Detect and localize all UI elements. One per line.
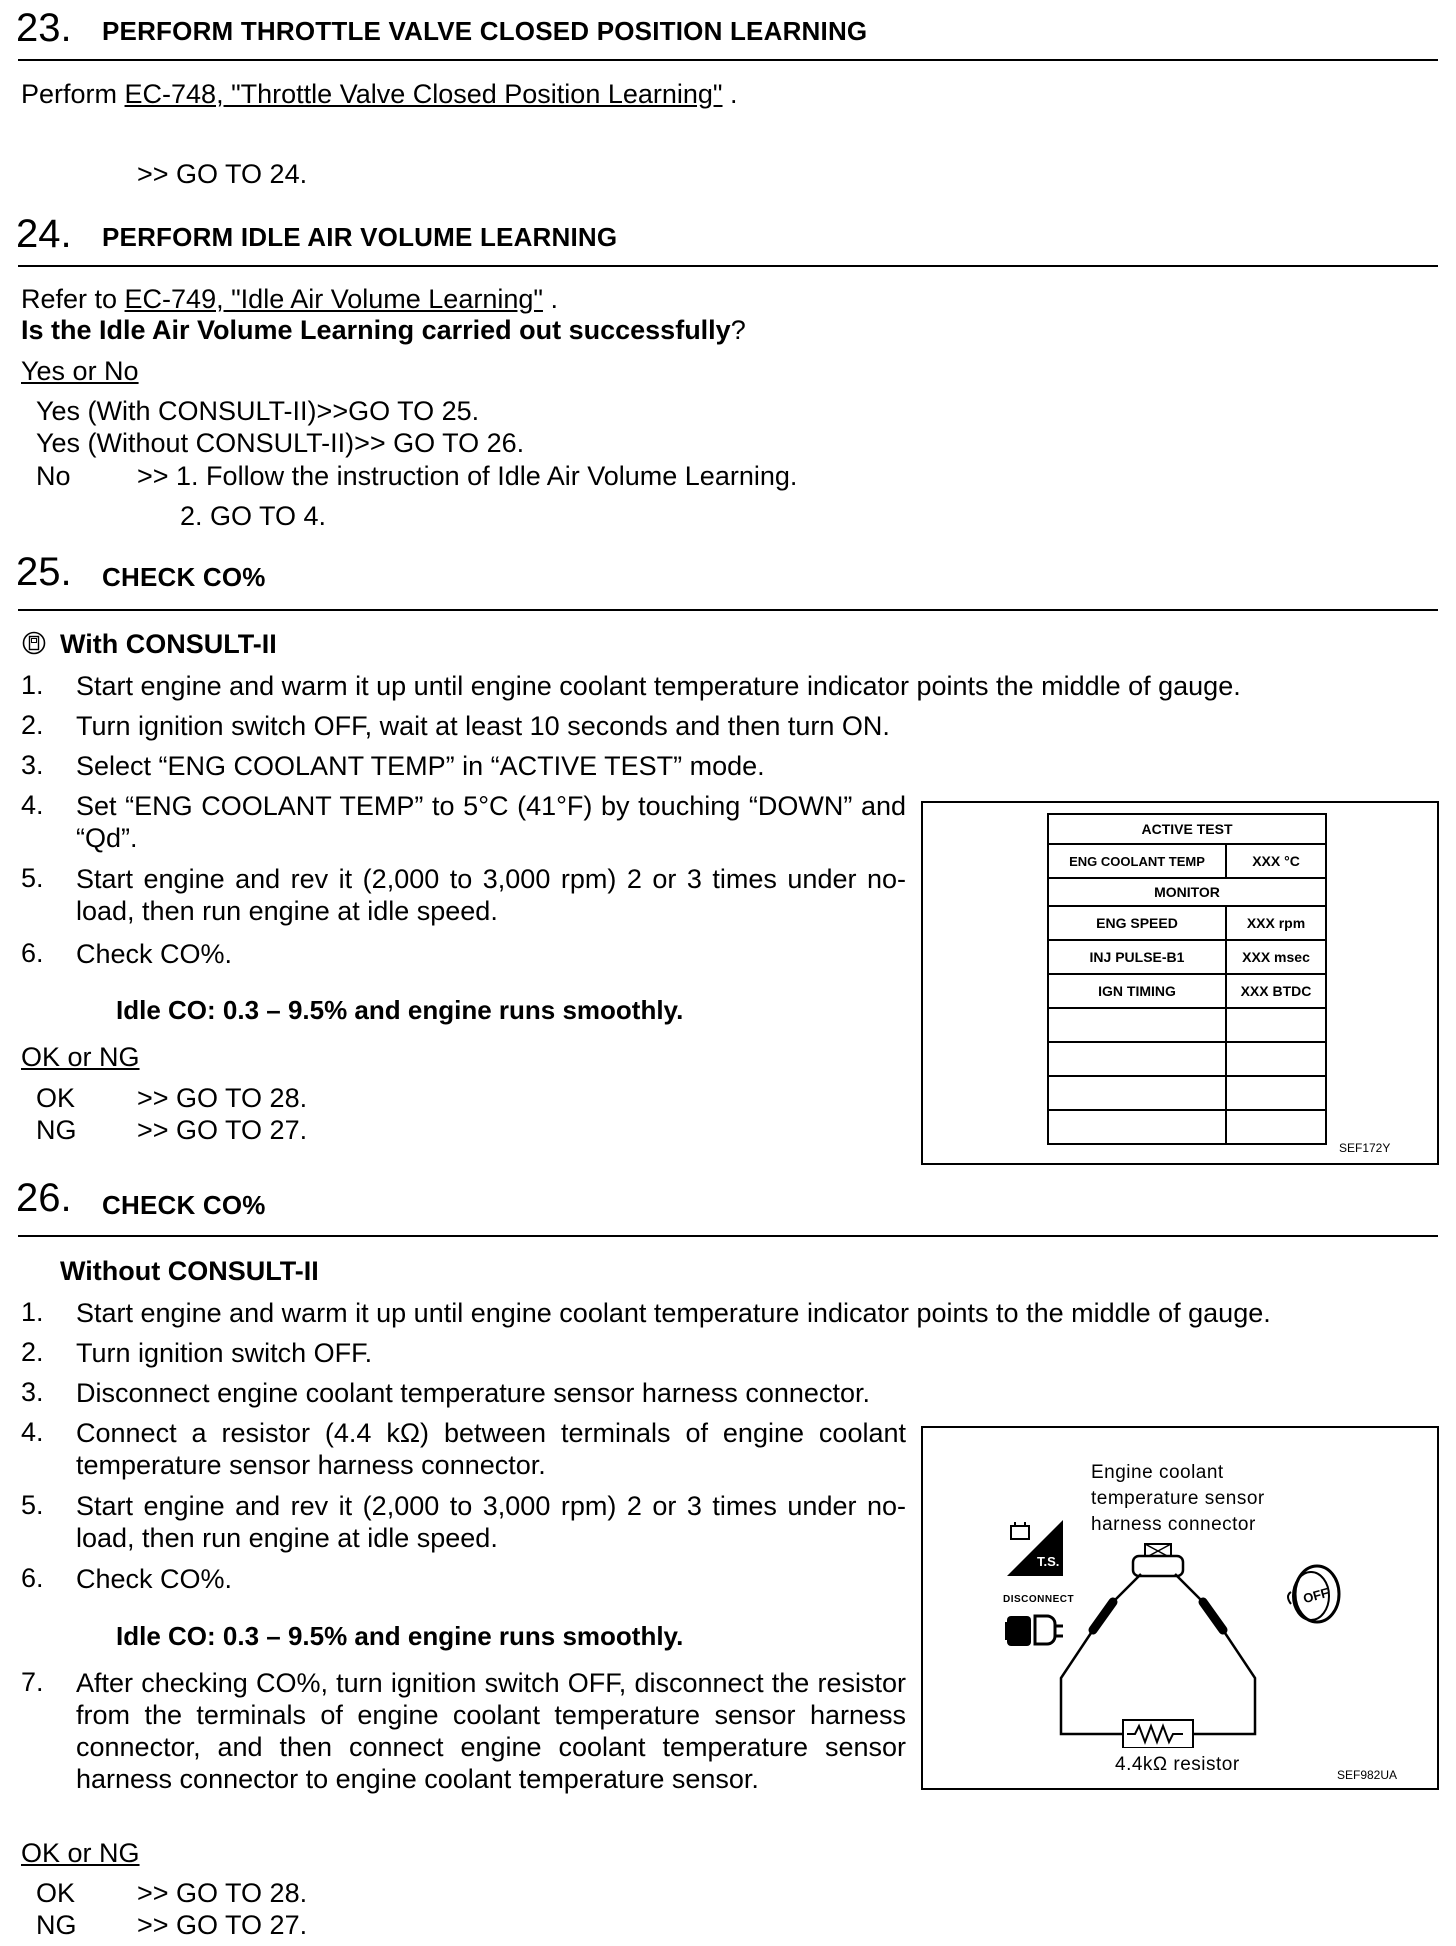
- step-number: 6.: [21, 938, 44, 968]
- empty-cell: [1048, 1042, 1226, 1076]
- monitor-value: XXX msec: [1226, 940, 1326, 974]
- monitor-value: XXX BTDC: [1226, 974, 1326, 1008]
- empty-cell: [1226, 1110, 1326, 1144]
- yes-without-consult: Yes (Without CONSULT-II)>> GO TO 26.: [36, 428, 525, 458]
- wiring-diagram: [1053, 1538, 1303, 1748]
- lead-wire-left: [1113, 1574, 1141, 1602]
- divider: [18, 1235, 1438, 1237]
- step-text: Start engine and warm it up until engine coolant temperature indicator points the middle of gauge.: [76, 671, 1241, 701]
- step-text: Turn ignition switch OFF.: [76, 1338, 373, 1368]
- figure-ref: SEF982UA: [1337, 1768, 1398, 1782]
- step-number: 6.: [21, 1563, 44, 1593]
- empty-cell: [1048, 1008, 1226, 1042]
- step-number: 3.: [21, 1377, 44, 1407]
- step-text: Start engine and rev it (2,000 to 3,000 rpm) 2 or 3 times under no-load, then run engine at idle speed.: [76, 864, 906, 926]
- ng-goto: >> GO TO 27.: [137, 1115, 308, 1145]
- step-text: Check CO%.: [76, 939, 233, 969]
- step-number: 2.: [21, 710, 44, 740]
- step-26-number: 26.: [16, 1176, 72, 1220]
- active-test-table: [1047, 813, 1327, 1145]
- step-text: Connect a resistor (4.4 kΩ) between terminals of engine coolant temperature sensor harness connector.: [76, 1418, 906, 1480]
- step-26-title: CHECK CO%: [102, 1190, 266, 1220]
- step-25-number: 25.: [16, 550, 72, 594]
- lead-wire-right: [1175, 1574, 1203, 1602]
- ok-goto: >> GO TO 28.: [137, 1083, 308, 1113]
- divider: [18, 609, 1438, 611]
- perform-prefix: Perform: [21, 79, 125, 109]
- step-text: Select “ENG COOLANT TEMP” in “ACTIVE TEST” mode.: [76, 751, 765, 781]
- figure-ref: SEF172Y: [1339, 1141, 1391, 1155]
- off-label: OFF: [1301, 1584, 1331, 1607]
- no-step-1: >> 1. Follow the instruction of Idle Air Volume Learning.: [137, 461, 798, 491]
- resistor-label: 4.4kΩ resistor: [1115, 1754, 1240, 1775]
- step-number: 1.: [21, 670, 44, 700]
- step-text: Disconnect engine coolant temperature sensor harness connector.: [76, 1378, 870, 1408]
- no-step-2: 2. GO TO 4.: [180, 501, 327, 531]
- step-24-title: PERFORM IDLE AIR VOLUME LEARNING: [102, 222, 618, 252]
- ok-goto: >> GO TO 28.: [137, 1878, 308, 1908]
- step-number: 1.: [21, 1297, 44, 1327]
- yes-with-consult: Yes (With CONSULT-II)>>GO TO 25.: [36, 396, 480, 426]
- refer-suffix: .: [542, 284, 558, 314]
- empty-cell: [1048, 1110, 1226, 1144]
- step-text: Start engine and warm it up until engine coolant temperature indicator points to the middle of gauge.: [76, 1298, 1271, 1328]
- ts-label: T.S.: [1037, 1554, 1060, 1569]
- step-number: 3.: [21, 750, 44, 780]
- idle-co-spec: Idle CO: 0.3 – 9.5% and engine runs smoothly.: [116, 995, 684, 1025]
- active-test-figure: [921, 801, 1439, 1165]
- step-text: Check CO%.: [76, 1564, 233, 1594]
- step-23-number: 23.: [16, 6, 72, 50]
- perform-suffix: .: [722, 79, 738, 109]
- step-text: Set “ENG COOLANT TEMP” to 5°C (41°F) by touching “DOWN” and “Qd”.: [76, 791, 906, 853]
- active-test-header: ACTIVE TEST: [1048, 814, 1326, 844]
- link-ec-749[interactable]: EC-749, "Idle Air Volume Learning": [124, 284, 543, 314]
- connector-label-line2: temperature sensor: [1091, 1488, 1265, 1509]
- resistor-diagram-figure: [921, 1426, 1439, 1790]
- step-23-title: PERFORM THROTTLE VALVE CLOSED POSITION LEARNING: [102, 16, 868, 46]
- step-24-question: [21, 314, 746, 346]
- ok-label: OK: [36, 1878, 76, 1908]
- empty-cell: [1226, 1076, 1326, 1110]
- step-25-title: CHECK CO%: [102, 562, 266, 592]
- eng-coolant-temp-value: XXX °C: [1226, 844, 1326, 878]
- step-text: After checking CO%, turn ignition switch OFF, disconnect the resistor from the terminals of engine coolant temperature sensor harness connector, and then connect engine coolant temperature sensor harness connector to engine coolant temperature sensor.: [76, 1668, 906, 1794]
- refer-prefix: Refer to: [21, 284, 125, 314]
- step-number: 4.: [21, 790, 44, 820]
- empty-cell: [1226, 1042, 1326, 1076]
- with-consult-heading: With CONSULT-II: [60, 629, 277, 659]
- step-24-refer: [21, 283, 558, 315]
- disconnect-label: DISCONNECT: [1003, 1594, 1075, 1605]
- idle-co-spec: Idle CO: 0.3 – 9.5% and engine runs smoothly.: [116, 1621, 684, 1651]
- connector-label-line3: harness connector: [1091, 1514, 1256, 1535]
- probe-right: [1203, 1602, 1223, 1630]
- eng-coolant-temp-label: ENG COOLANT TEMP: [1048, 844, 1226, 878]
- step-number: 7.: [21, 1667, 44, 1697]
- ok-label: OK: [36, 1083, 76, 1113]
- empty-cell: [1048, 1076, 1226, 1110]
- step-number: 2.: [21, 1337, 44, 1367]
- question-text: Is the Idle Air Volume Learning carried out successfully: [21, 315, 731, 345]
- yes-or-no-label: Yes or No: [21, 356, 139, 386]
- connector-label-line1: Engine coolant: [1091, 1462, 1224, 1483]
- probe-left: [1093, 1602, 1113, 1630]
- no-label: No: [36, 461, 71, 491]
- question-mark: ?: [730, 315, 746, 345]
- monitor-value: XXX rpm: [1226, 906, 1326, 940]
- monitor-label: INJ PULSE-B1: [1048, 940, 1226, 974]
- empty-cell: [1226, 1008, 1326, 1042]
- ok-or-ng-label: OK or NG: [21, 1838, 140, 1868]
- step-23-instruction: [21, 78, 738, 110]
- step-number: 4.: [21, 1417, 44, 1447]
- step-23-goto: >> GO TO 24.: [137, 159, 308, 189]
- step-text: Turn ignition switch OFF, wait at least 10 seconds and then turn ON.: [76, 711, 890, 741]
- ng-label: NG: [36, 1910, 77, 1940]
- ng-label: NG: [36, 1115, 77, 1145]
- without-consult-heading: Without CONSULT-II: [60, 1256, 319, 1286]
- divider: [18, 59, 1438, 61]
- step-number: 5.: [21, 1490, 44, 1520]
- link-ec-748[interactable]: EC-748, "Throttle Valve Closed Position Learning": [124, 79, 723, 109]
- divider: [18, 265, 1438, 267]
- step-text: Start engine and rev it (2,000 to 3,000 rpm) 2 or 3 times under no-load, then run engine at idle speed.: [76, 1491, 906, 1553]
- consult-icon: [22, 631, 46, 655]
- step-24-number: 24.: [16, 212, 72, 256]
- step-number: 5.: [21, 863, 44, 893]
- monitor-label: IGN TIMING: [1048, 974, 1226, 1008]
- monitor-label: ENG SPEED: [1048, 906, 1226, 940]
- ok-or-ng-label: OK or NG: [21, 1042, 140, 1072]
- ng-goto: >> GO TO 27.: [137, 1910, 308, 1940]
- monitor-header: MONITOR: [1048, 878, 1326, 906]
